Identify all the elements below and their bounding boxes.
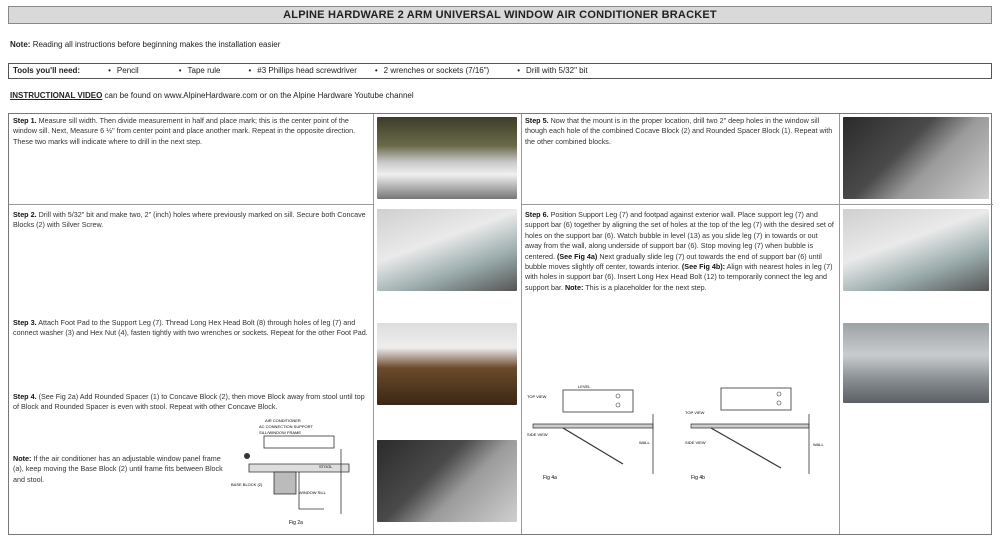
instruction-grid (8, 113, 992, 535)
svg-text:LEVEL: LEVEL (578, 384, 591, 389)
step-6-photo-a (843, 209, 989, 291)
intro-note (10, 40, 280, 49)
svg-text:Fig 2a: Fig 2a (289, 520, 303, 526)
svg-text:WALL: WALL (639, 440, 650, 445)
video-note (10, 91, 414, 100)
tools-label: Tools you'll need: (13, 66, 81, 75)
step-1-photo (377, 117, 517, 199)
step-3-photo (377, 323, 517, 405)
fig-4b-diagram (681, 384, 837, 484)
step-4-note: Note: If the air conditioner has an adjustable window panel frame (a), keep moving the Base Block (2) until frame fits between Block and stool. (13, 454, 223, 484)
tool-item: • Pencil (108, 64, 139, 78)
svg-text:STOOL: STOOL (319, 464, 333, 469)
step-1: Step 1. Measure sill width. Then divide measurement in half and place mark; this is the center point of the window sill. Next, Measure 6 ½" from center point and place another mark. Repeat in the opposite direction. These two marks will indicate where to drill in the next step. (13, 116, 356, 146)
step-6-photo-b (843, 323, 989, 403)
tool-item: • #3 Phillips head screwdriver (248, 64, 356, 78)
step-2-photo (377, 209, 517, 291)
page-title: ALPINE HARDWARE 2 ARM UNIVERSAL WINDOW AIR CONDITIONER BRACKET (8, 6, 992, 24)
fig-4a-diagram (523, 384, 683, 484)
svg-text:AC CONNECTION SUPPORT: AC CONNECTION SUPPORT (259, 424, 313, 429)
step-6: Step 6. Position Support Leg (7) and footpad against exterior wall. Place support leg (7) and support bar (6) together by aligning the set of holes at the top of the leg (7) with the desired set of holes on the support bar (6). Watch bubble in level (13) as you slide leg (7) in towards or out away from the wall, along underside of support bar (6). Stop moving leg (7) when bubble is centered. (See Fig 4a) Next gradually slide leg (7) out towards the end of support bar (6) until bubble moves slightly off center, towards interior. (See Fig 4b): Align with nearest holes in leg (7) with holes in support bar (6). Insert Long Hex Head Bolt (12) to temporarily connect the leg and support bar. Note: This is a placeholder for the next step. (525, 210, 834, 292)
svg-text:TOP VIEW: TOP VIEW (527, 394, 547, 399)
step-5-photo (843, 117, 989, 199)
svg-text:AIR CONDITIONER: AIR CONDITIONER (265, 418, 301, 423)
step-2: Step 2. Drill with 5/32" bit and make two, 2" (inch) holes where previously marked on sill. Secure both Concave Blocks (2) with Silver Screw. (13, 210, 366, 230)
step-4: Step 4. (See Fig 2a) Add Rounded Spacer (1) to Concave Block (2), then move Block away from stool until top of Block and Rounded Spacer is even with stool. Repeat with other Concave Block. (13, 392, 365, 412)
svg-text:SILL/WINDOW FRAME: SILL/WINDOW FRAME (259, 430, 302, 435)
step-4-photo (377, 440, 517, 522)
video-label: INSTRUCTIONAL VIDEO (10, 91, 103, 100)
svg-text:WINDOW SILL: WINDOW SILL (299, 490, 326, 495)
tool-item: • Drill with 5/32" bit (517, 64, 587, 78)
tool-item: • 2 wrenches or sockets (7/16") (375, 64, 489, 78)
svg-text:Fig 4a: Fig 4a (543, 475, 557, 481)
video-text: can be found on www.AlpineHardware.com or on the Alpine Hardware Youtube channel (104, 91, 414, 100)
svg-text:SIDE VIEW: SIDE VIEW (527, 432, 548, 437)
svg-text:WALL: WALL (813, 442, 824, 447)
note-label: Note: (10, 40, 31, 49)
svg-text:Fig 4b: Fig 4b (691, 475, 705, 481)
svg-text:SIDE VIEW: SIDE VIEW (685, 440, 706, 445)
step-5: Step 5. Now that the mount is in the proper location, drill two 2" deep holes in the window sill though each hole of the combined Cocave Block (2) and Rounded Spacer Block (1). Repeat with the other combined blocks. (525, 116, 833, 146)
fig-2a-diagram (229, 414, 369, 529)
note-text: Reading all instructions before beginning makes the installation easier (32, 40, 281, 49)
tool-item: • Tape rule (179, 64, 221, 78)
svg-text:BASE BLOCK (2): BASE BLOCK (2) (231, 482, 263, 487)
tools-bar (8, 63, 992, 79)
step-3: Step 3. Attach Foot Pad to the Support Leg (7). Thread Long Hex Head Bolt (8) through holes of leg (7) and connect washer (3) and Hex Nut (4), fasten tightly with two wrenches or sockets. Repeat for the other Foot Pad. (13, 318, 368, 338)
svg-text:TOP VIEW: TOP VIEW (685, 410, 705, 415)
